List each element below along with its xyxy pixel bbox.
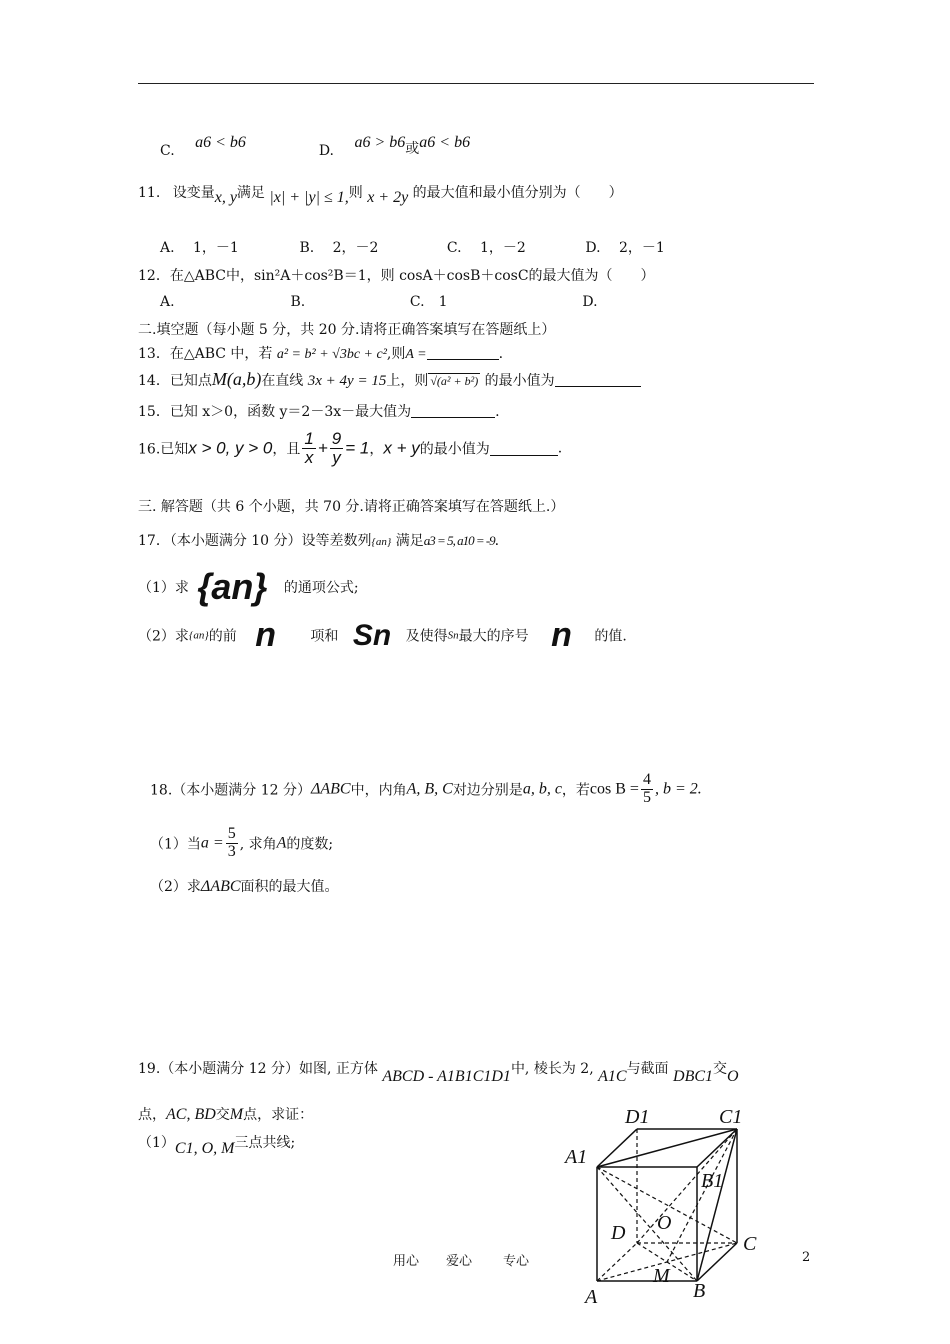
label-o: O <box>657 1212 672 1234</box>
q17-condition: a3 = 5, a10 = -9 <box>423 533 495 548</box>
q16-text-3: ， <box>369 441 384 458</box>
q11-vars: x, y <box>214 189 237 206</box>
q17-part-2-text-1: 的前 <box>208 628 237 645</box>
q18-sides: a, b, c <box>522 780 562 798</box>
q19-line-2-lines: AC, BD <box>166 1106 216 1123</box>
q17-part-2-text-3: 及使得 <box>405 628 448 645</box>
section-3-heading: 三. 解答题（共 6 个小题，共 70 分.请将正确答案填写在答题纸上.） <box>138 499 565 515</box>
q17-part-2-text-4: 最大的序号 <box>458 628 529 645</box>
q17-part-1 <box>138 566 359 610</box>
question-19 <box>138 1058 739 1085</box>
q12-options <box>160 291 598 311</box>
q18-cos: cos B = <box>589 780 639 798</box>
page-number: 2 <box>802 1250 811 1265</box>
q17-part-2-text-2: 项和 <box>310 628 339 645</box>
label-c1: C1 <box>719 1106 743 1128</box>
question-15 <box>138 401 500 421</box>
q18-b-value: , b = 2. <box>654 780 702 798</box>
footer-text-1: 用心 <box>393 1254 420 1269</box>
q11-text-1: 设变量 <box>172 185 215 201</box>
q19-text-1: 19.（本小题满分 12 分）如图, 正方体 <box>138 1061 378 1077</box>
q12-option-c: C. 1 <box>409 294 448 310</box>
q18-text-3: 对边分别是 <box>452 782 523 799</box>
q19-diagonal: A1C <box>598 1068 627 1085</box>
q10-option-c-expr: a6 < b6 <box>195 134 246 151</box>
q11-text-3: 则 <box>348 185 363 201</box>
q13-equation: a² = b² + √3bc + c² <box>276 347 387 362</box>
q19-cube: ABCD - A1B1C1D1 <box>382 1068 511 1085</box>
hidden-edge-c1-m <box>667 1129 737 1262</box>
q11-option-d: D. 2，－1 <box>585 240 665 256</box>
q15-answer-blank[interactable] <box>411 403 495 418</box>
question-13 <box>138 343 503 363</box>
question-18 <box>150 772 702 816</box>
label-b: B <box>693 1280 706 1302</box>
question-16 <box>138 430 562 480</box>
q16-expression: x + y <box>383 438 420 458</box>
section-2-heading: 二.填空题（每小题 5 分，共 20 分.请将正确答案填写在答题纸上） <box>138 322 556 338</box>
q10-option-d-label: D. <box>318 143 335 159</box>
q11-condition: |x| + |y| ≤ 1, <box>269 189 349 206</box>
q11-options <box>160 237 665 257</box>
q16-text-1: 16.已知 <box>138 441 189 458</box>
q17-end: . <box>494 533 500 549</box>
q13-text-1: 13．在△ABC 中，若 <box>138 346 273 362</box>
q14-text-2: 在直线 <box>261 373 304 389</box>
q18-angles: A, B, C <box>406 780 453 798</box>
q16-answer-blank[interactable] <box>490 441 558 456</box>
q18-part-2-text: 面积的最大值。 <box>240 879 339 895</box>
q17-part-1-text: 的通项公式; <box>283 580 359 596</box>
q19-line-2-text-1: 点， <box>138 1107 166 1123</box>
q18-text-4: ，若 <box>561 782 590 799</box>
q18-part-1-eq: a = <box>200 834 224 852</box>
q11-text-4: 的最大值和最小值分别为（ ） <box>412 185 623 201</box>
question-12: 12．在△ABC中，sin²A＋cos²B＝1，则 cosA＋cosB＋cosC的最大值为（ ） <box>138 268 655 284</box>
q17-part-1-sequence: {an} <box>197 566 268 607</box>
q13-end: . <box>498 346 504 362</box>
hidden-edge-a-d <box>597 1243 637 1281</box>
q14-text-1: 14．已知点 <box>138 373 212 389</box>
q17-part-2-sn-small: Sn <box>447 629 459 642</box>
q18-part-1-label: （1）当 <box>150 836 201 853</box>
q10-option-d-or: 或 <box>405 141 420 157</box>
q19-line-2-point-m: M <box>229 1106 244 1123</box>
q17-part-2-sequence: {an} <box>188 629 209 642</box>
q14-line: 3x + 4y = 15 <box>307 373 387 389</box>
q18-part-1-angle: A <box>276 834 287 852</box>
q19-section: DBC1 <box>673 1068 714 1085</box>
q19-line-2-text-2: 交 <box>215 1107 230 1123</box>
q16-plus: + <box>317 438 328 458</box>
q18-part-1-fraction: $\frac{5}{3}$ <box>227 825 236 860</box>
q11-option-a: A. 1，－1 <box>160 240 239 256</box>
q16-text-2: ，且 <box>272 441 301 458</box>
q18-part-2 <box>150 876 339 896</box>
q17-part-2-n2: n <box>551 616 572 654</box>
q11-expression: x + 2y <box>367 189 409 206</box>
q18-fraction: $\frac{4}{5}$ <box>642 771 651 806</box>
question-14 <box>138 369 641 390</box>
q13-answer-var: A = <box>405 347 427 362</box>
q19-part-1-points: C1, O, M <box>174 1140 235 1157</box>
q14-answer-blank[interactable] <box>555 372 641 387</box>
q10-option-d-expr1: a6 > b6 <box>354 134 406 151</box>
q14-text-4: 的最小值为 <box>484 373 555 389</box>
q17-part-2-label: （2）求 <box>138 628 189 645</box>
q10-option-d-expr2: a6 < b6 <box>419 134 471 151</box>
q15-end: . <box>495 404 500 420</box>
q17-part-2-text-5: 的值. <box>594 628 627 645</box>
label-a1: A1 <box>565 1146 588 1168</box>
question-11 <box>138 182 623 206</box>
q11-option-c: C. 1，－2 <box>446 240 526 256</box>
q19-line-2 <box>138 1104 313 1124</box>
q15-text: 15．已知 x＞0，函数 y＝2－3x－最大值为 <box>138 404 412 420</box>
q12-option-a: A. <box>160 294 175 310</box>
q17-part-2 <box>138 616 627 652</box>
label-b1: B1 <box>701 1170 724 1192</box>
label-d: D <box>611 1222 626 1244</box>
q18-text-1: 18.（本小题满分 12 分） <box>150 782 311 799</box>
q14-expression: √(a² + b²) <box>430 374 479 388</box>
q10-options <box>160 132 471 159</box>
q18-part-1-text-2: 的度数; <box>286 836 334 853</box>
q17-part-2-n: n <box>255 616 276 654</box>
label-c: C <box>743 1233 757 1255</box>
q16-equals-one: = 1 <box>345 438 370 458</box>
q19-part-1-label: （1） <box>138 1135 175 1151</box>
q13-answer-blank[interactable] <box>427 345 499 360</box>
cube-figure <box>555 1095 780 1310</box>
edge-b-c <box>697 1243 737 1281</box>
footer-text-2: 爱心 <box>446 1254 473 1269</box>
q18-triangle: ΔABC <box>310 780 351 798</box>
q14-point: M(a,b) <box>211 369 262 389</box>
q17-text-1: 17．（本小题满分 10 分）设等差数列 <box>138 533 372 549</box>
q19-point-o: O <box>727 1068 739 1085</box>
q13-text-2: ,则 <box>386 346 406 362</box>
q10-option-c-label: C. <box>160 143 175 159</box>
label-a: A <box>585 1286 598 1308</box>
q18-part-1 <box>150 826 333 870</box>
q19-text-2: 中, 棱长为 2, <box>510 1061 594 1077</box>
label-d1: D1 <box>625 1106 650 1128</box>
q17-sequence: {an} <box>371 536 392 548</box>
q18-part-2-triangle: ΔABC <box>200 878 241 895</box>
header-rule <box>138 83 814 84</box>
q16-fraction-2: $\frac{9}{y}$ <box>331 429 342 467</box>
q17-text-2: 满足 <box>395 533 424 549</box>
q16-end: . <box>557 440 563 457</box>
q16-fraction-1: $\frac{1}{x}$ <box>304 429 314 467</box>
footer-text-3: 专心 <box>503 1254 530 1269</box>
question-17 <box>138 530 499 550</box>
label-m: M <box>653 1265 670 1287</box>
q19-text-4: 交 <box>713 1061 728 1077</box>
q11-text-2: 满足 <box>236 185 265 201</box>
q17-part-1-label: （1）求 <box>138 580 189 596</box>
q19-line-2-text-3: 点，求证： <box>243 1107 314 1123</box>
q11-option-b: B. 2，－2 <box>299 240 379 256</box>
q18-part-2-label: （2）求 <box>150 879 201 895</box>
q18-part-1-text-1: , 求角 <box>239 836 277 853</box>
q17-part-2-sn: Sn <box>352 618 392 652</box>
q14-text-3: 上，则 <box>386 373 429 389</box>
q12-option-d: D. <box>582 294 598 310</box>
q19-part-1-text: 三点共线; <box>234 1135 296 1151</box>
q12-option-b: B. <box>290 294 306 310</box>
q19-text-3: 与截面 <box>626 1061 669 1077</box>
q11-number: 11. <box>138 185 161 201</box>
q16-condition: x > 0, y > 0 <box>188 438 273 458</box>
q18-text-2: 中，内角 <box>350 782 407 799</box>
q16-text-4: 的最小值为 <box>419 441 490 458</box>
q19-part-1 <box>138 1132 296 1157</box>
